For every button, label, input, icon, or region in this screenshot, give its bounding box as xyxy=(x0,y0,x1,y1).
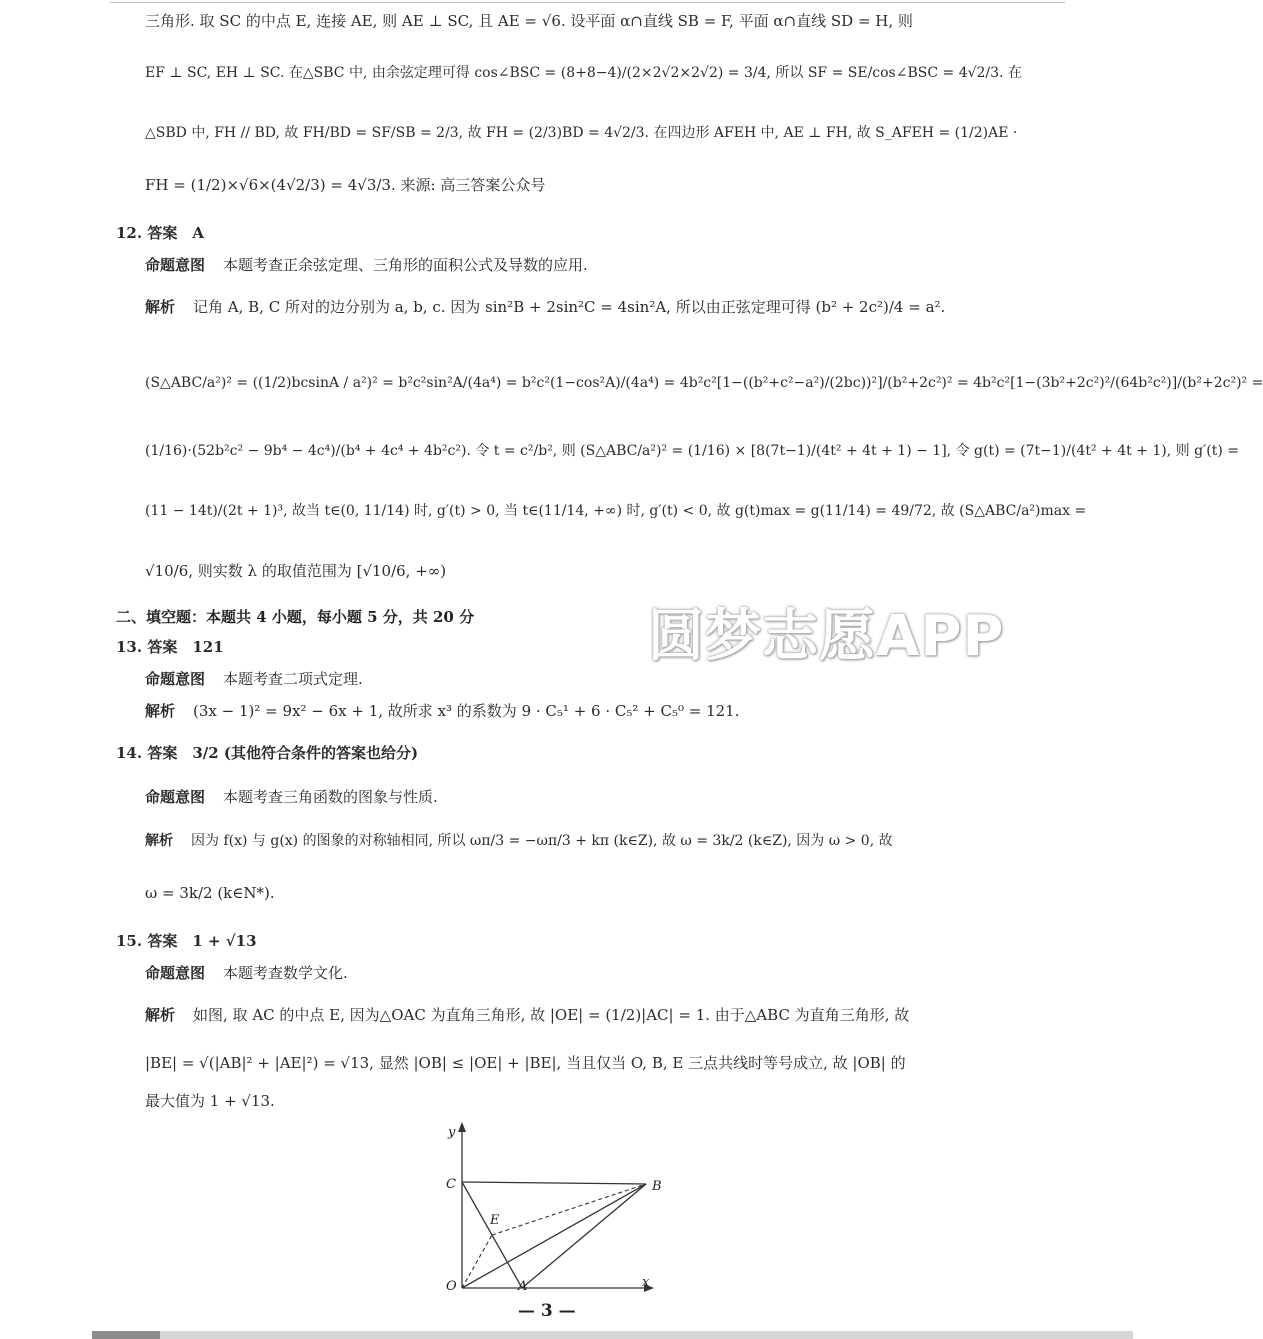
label-y: y xyxy=(448,1125,456,1140)
q12-analysis-text-1: 记角 A, B, C 所对的边分别为 a, b, c. 因为 sin²B + 2sin²C = 4sin²A, 所以由正弦定理可得 (b² + 2c²)/4 = a². xyxy=(193,298,946,316)
q12-intent xyxy=(145,254,588,276)
geometry-figure xyxy=(430,1118,680,1298)
q15-analysis-line-2: |BE| = √(|AB|² + |AE|²) = √13, 显然 |OB| ≤ |OE| + |BE|, 当且仅当 O, B, E 三点共线时等号成立, 故 |OB| 的 xyxy=(145,1054,906,1072)
top-rule xyxy=(110,2,1065,3)
label-b: B xyxy=(652,1179,662,1194)
q13-analysis-tag: 解析 xyxy=(145,702,176,720)
q12-analysis-line-1 xyxy=(145,296,945,318)
q12-answer-heading: 12. 答案 A xyxy=(116,224,204,242)
q12-analysis-tag: 解析 xyxy=(145,298,176,316)
segment-ab xyxy=(522,1184,646,1288)
q13-answer-heading: 13. 答案 121 xyxy=(116,638,224,656)
text-line-2: EF ⊥ SC, EH ⊥ SC. 在△SBC 中, 由余弦定理可得 cos∠BSC = (8+8−4)/(2×2√2×2√2) = 3/4, 所以 SF = SE/cos∠BSC = 4√2/3. 在 xyxy=(145,65,1022,81)
q15-analysis-tag: 解析 xyxy=(145,1006,176,1024)
y-axis-arrow xyxy=(458,1122,466,1132)
section-heading-fill-in: 二、填空题：本题共 4 小题，每小题 5 分，共 20 分 xyxy=(116,608,475,626)
segment-cb xyxy=(462,1182,646,1184)
label-a: A xyxy=(518,1279,528,1294)
label-o: O xyxy=(446,1279,457,1294)
q14-intent-text: 本题考查三角函数的图象与性质. xyxy=(223,788,438,806)
q13-intent xyxy=(145,668,363,690)
q15-answer-heading: 15. 答案 1 + √13 xyxy=(116,932,257,950)
text-line-4: FH = (1/2)×√6×(4√2/3) = 4√3/3. 来源: 高三答案公众号 xyxy=(145,176,546,194)
q13-analysis-text: (3x − 1)² = 9x² − 6x + 1, 故所求 x³ 的系数为 9 · C₅¹ + 6 · C₅² + C₅⁰ = 121. xyxy=(193,702,740,720)
q15-intent xyxy=(145,962,348,984)
q12-intent-tag: 命题意图 xyxy=(145,256,206,274)
text-line-1: 三角形. 取 SC 的中点 E, 连接 AE, 则 AE ⊥ SC, 且 AE = √6. 设平面 α∩直线 SB = F, 平面 α∩直线 SD = H, 则 xyxy=(145,12,913,30)
q15-analysis-text-1: 如图, 取 AC 的中点 E, 因为△OAC 为直角三角形, 故 |OE| = (1/2)|AC| = 1. 由于△ABC 为直角三角形, 故 xyxy=(193,1006,910,1024)
q12-analysis-line-3: (1/16)·(52b²c² − 9b⁴ − 4c⁴)/(b⁴ + 4c⁴ + 4b²c²). 令 t = c²/b², 则 (S△ABC/a²)² = (1/16) × [8(7t−1)/(4t² + 4t + 1) − 1], 令 g(t) = (7t−1)/(4t² + 4t + 1), 则 g′(t) = xyxy=(145,443,1239,459)
label-c: C xyxy=(446,1177,456,1192)
label-e: E xyxy=(490,1213,500,1228)
q12-analysis-line-5: √10/6, 则实数 λ 的取值范围为 [√10/6, +∞) xyxy=(145,562,447,580)
q13-intent-text: 本题考查二项式定理. xyxy=(223,670,363,688)
q12-intent-text: 本题考查正余弦定理、三角形的面积公式及导数的应用. xyxy=(223,256,588,274)
q14-analysis-line-2: ω = 3k/2 (k∈N*). xyxy=(145,884,275,902)
q15-intent-tag: 命题意图 xyxy=(145,964,206,982)
bottom-bar xyxy=(92,1331,1133,1339)
q12-analysis-line-2: (S△ABC/a²)² = ((1/2)bcsinA / a²)² = b²c²sin²A/(4a⁴) = b²c²(1−cos²A)/(4a⁴) = 4b²c²[1−((b²+c²−a²)/(2bc))²]/(b²+2c²)² = 4b²c²[1−(3b²+2c²)²/(64b²c²)]/(b²+2c²)² = xyxy=(145,375,1263,391)
bottom-bar-accent xyxy=(92,1331,160,1339)
watermark-logo: 圆梦志愿APP xyxy=(648,604,1005,669)
q15-analysis-line-3: 最大值为 1 + √13. xyxy=(145,1092,275,1110)
q13-analysis xyxy=(145,700,740,722)
q14-intent-tag: 命题意图 xyxy=(145,788,206,806)
text-line-3: △SBD 中, FH // BD, 故 FH/BD = SF/SB = 2/3, 故 FH = (2/3)BD = 4√2/3. 在四边形 AFEH 中, AE ⊥ FH, 故 S_AFEH = (1/2)AE · xyxy=(145,125,1018,141)
segment-ob xyxy=(462,1184,646,1288)
q14-analysis-tag: 解析 xyxy=(145,833,173,849)
q12-analysis-line-4: (11 − 14t)/(2t + 1)³, 故当 t∈(0, 11/14) 时, g′(t) > 0, 当 t∈(11/14, +∞) 时, g′(t) < 0, 故 g(t)max = g(11/14) = 49/72, 故 (S△ABC/a²)max = xyxy=(145,503,1087,519)
q13-intent-tag: 命题意图 xyxy=(145,670,206,688)
q14-analysis-line-1 xyxy=(145,830,893,852)
q14-intent xyxy=(145,786,438,808)
q14-answer-heading: 14. 答案 3/2 (其他符合条件的答案也给分) xyxy=(116,744,419,762)
q15-intent-text: 本题考查数学文化. xyxy=(223,964,348,982)
page-number: — 3 — xyxy=(518,1301,576,1321)
q14-analysis-text-1: 因为 f(x) 与 g(x) 的图象的对称轴相同, 所以 ωπ/3 = −ωπ/3 + kπ (k∈Z), 故 ω = 3k/2 (k∈Z), 因为 ω > 0, 故 xyxy=(191,833,893,849)
label-x: x xyxy=(642,1275,650,1290)
q15-analysis-line-1 xyxy=(145,1004,909,1026)
